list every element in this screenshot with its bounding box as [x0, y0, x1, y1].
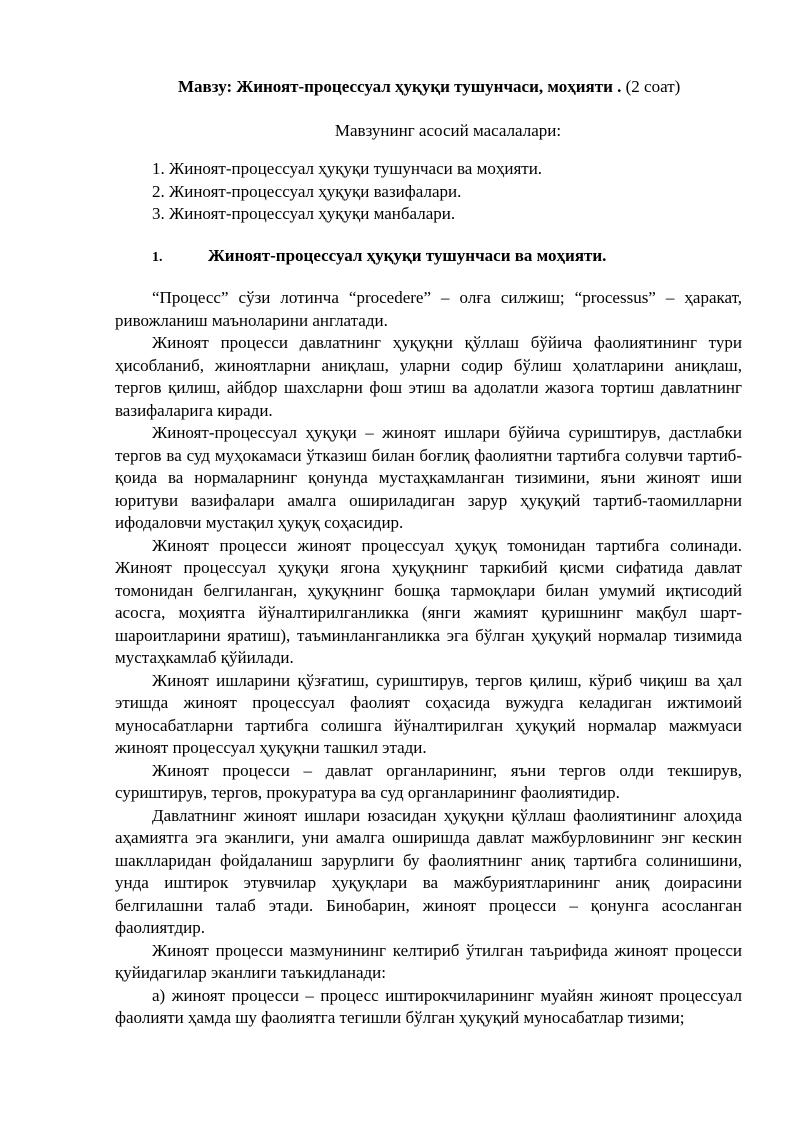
paragraph: Жиноят процесси – давлат органларининг, яъни тергов олди текширув, суриштирув, тергов, прокуратура ва суд органларининг фаолиятидир.	[115, 760, 742, 802]
paragraph: Жиноят ишларини қўзғатиш, суриштирув, тергов қилиш, кўриб чиқиш ва ҳал этишда жиноят процессуал фаолият соҳасида вужудга келадиган ижтимоий муносабатларни тартибга солишга йўналтирилган ҳуқуқий нормалар мажмуаси жиноят процессуал ҳуқуқни ташкил этади.	[115, 670, 742, 757]
paragraph: Жиноят процесси жиноят процессуал ҳуқуқ томонидан тартибга солинади. Жиноят процессуал ҳуқуқи ягона ҳуқуқнинг таркибий қисми сифатида давлат томонидан белгиланган, ҳуқуқнинг бошқа тармоқлари билан умумий иқтисодий асосга, моҳиятга йўналтирилганликка (янги жамият қуришнинг мақбул шарт-шароитларини яратиш), таъминланганликка эга бўлган ҳуқуқий нормалар тизимида мустаҳкамлаб қўйилади.	[115, 535, 742, 667]
issues-list-item: 1. Жиноят-процессуал ҳуқуқи тушунчаси ва моҳияти.	[152, 159, 543, 178]
title-hours: (2 соат)	[621, 77, 681, 96]
paragraph: “Процесс” сўзи лотинча “procedere” – олға силжиш; “processus” – ҳаракат, ривожланиш маъноларини англатади.	[115, 288, 742, 330]
issues-list-item: 2. Жиноят-процессуал ҳуқуқи вазифалари.	[152, 181, 462, 201]
section-title: Жиноят-процессуал ҳуқуқи тушунчаси ва моҳияти.	[208, 246, 607, 265]
section-number: 1.	[152, 250, 163, 265]
paragraph: Жиноят процесси давлатнинг ҳуқуқни қўллаш бўйича фаолиятининг тури ҳисобланиб, жиноятларни аниқлаш, уларни содир бўлиш ҳолатларини аниқлаш, тергов қилиш, айбдор шахсларни фош этиш ва адолатли жазога тортиш давлатнинг вазифаларига киради.	[115, 333, 742, 420]
body-text	[115, 287, 742, 1030]
paragraph: Жиноят-процессуал ҳуқуқи – жиноят ишлари бўйича суриштирув, дастлабки тергов ва суд муҳокамаси ўтказиш билан боғлиқ фаолиятни тартибга солувчи тартиб-қоида ва нормаларнинг қонунда мустаҳкамланган тизимини, яъни жиноят иши юритуви вазифалари амалга ошириладиган зарур ҳуқуқий тартиб-таомилларни ифодаловчи мустақил ҳуқуқ соҳасидир.	[115, 423, 742, 532]
issues-list-item: 3. Жиноят-процессуал ҳуқуқи манбалари.	[152, 204, 456, 223]
paragraph: а) жиноят процесси – процесс иштирокчиларининг муайян жиноят процессуал фаолияти ҳамда шу фаолиятга тегишли бўлган ҳуқуқий муносабатлар тизими;	[115, 985, 742, 1027]
paragraph: Давлатнинг жиноят ишлари юзасидан ҳуқуқни қўллаш фаолиятининг алоҳида аҳамиятга эга эканлиги, уни амалга оширишда давлат мажбурловининг энг кескин шаклларидан фойдаланиш зарурлиги бу фаолиятнинг аниқ тартибга солинишини, унда иштирок этувчилар ҳуқуқлари ва мажбуриятларининг аниқ доирасини белгилашни талаб этади. Бинобарин, жиноят процесси – қонунга асосланган фаолиятдир.	[115, 805, 742, 937]
document-title	[178, 76, 778, 98]
subtitle: Мавзунинг асосий масалалари:	[334, 121, 562, 140]
issues-list	[152, 158, 752, 226]
paragraph: Жиноят процесси мазмунининг келтириб ўтилган таърифида жиноят процесси қуйидагилар эканлиги таъкидланади:	[115, 940, 742, 982]
title-topic: Мавзу: Жиноят-процессуал ҳуқуқи тушунчаси, моҳияти .	[178, 77, 622, 96]
section-heading	[152, 245, 752, 269]
